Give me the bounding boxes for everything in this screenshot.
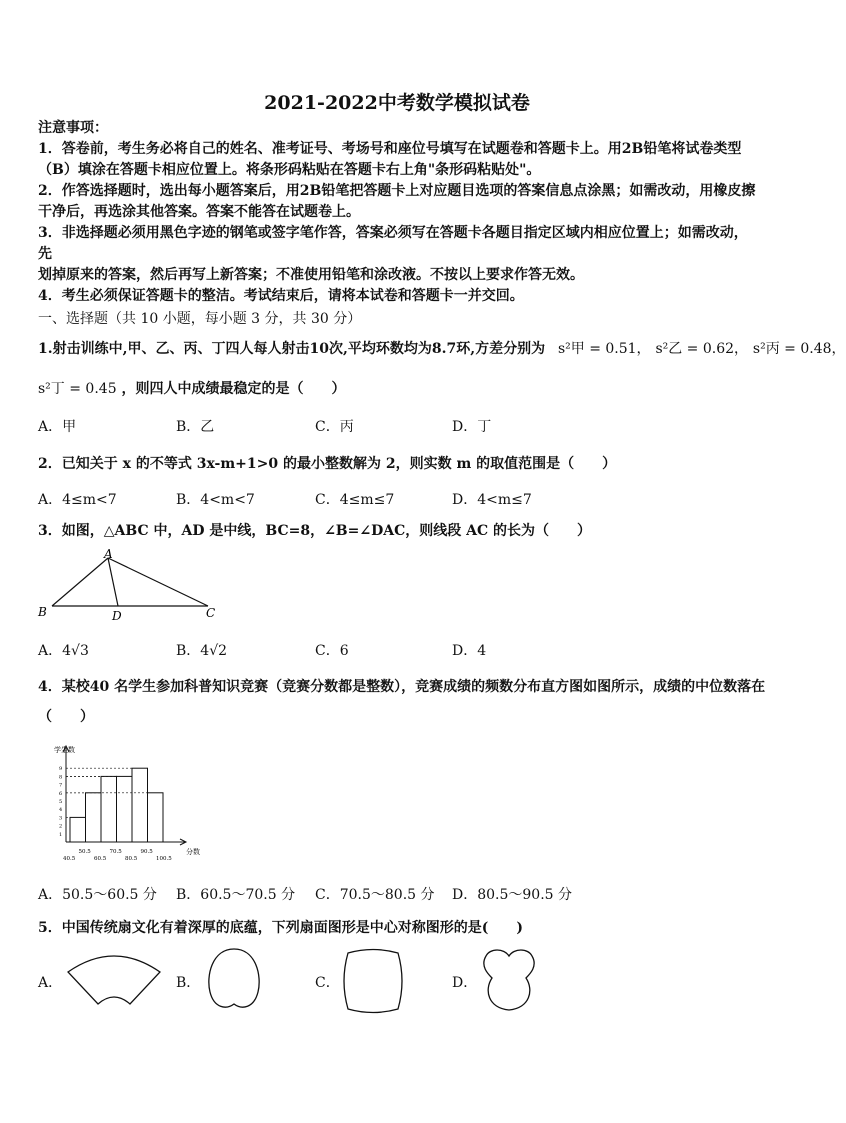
histogram-x-tick: 60.5 (94, 856, 107, 862)
option-b[interactable]: B．4√2 (176, 643, 228, 659)
section-heading: 一、选择题（共 10 小题，每小题 3 分，共 30 分） (38, 311, 362, 327)
histogram-bars (70, 768, 163, 842)
question-5: 5．中国传统扇文化有着深厚的底蕴，下列扇面图形是中心对称图形的是( ) (38, 920, 523, 936)
histogram-chart (36, 742, 216, 866)
page-title: 2021-2022中考数学模拟试卷 (264, 92, 530, 114)
side-ab (52, 558, 108, 606)
notes-line: 划掉原来的答案，然后再写上新答案；不准使用铅笔和涂改液。不按以上要求作答无效。 (38, 267, 584, 283)
option-c[interactable]: C．4≤m≤7 (315, 492, 395, 508)
question-3: 3．如图，△ABC 中，AD 是中线，BC=8，∠B=∠DAC，则线段 AC 的长为（ ） (38, 523, 591, 539)
variance-bing: s²丙 = 0.48， (752, 341, 846, 357)
histogram-x-tick: 100.5 (156, 856, 172, 862)
option-b[interactable]: B．60.5～70.5 分 (176, 887, 296, 903)
option-d[interactable]: D．4 (452, 643, 487, 659)
option-b[interactable]: B． (176, 975, 201, 991)
notes-line: 2．作答选择题时，选出每小题答案后，用2B铅笔把答题卡上对应题目选项的答案信息点涂黑；如需改动，用橡皮擦 (38, 183, 756, 199)
histogram-y-tick: 6 (59, 790, 63, 797)
histogram-y-tick: 4 (59, 807, 63, 814)
histogram-y-tick: 7 (59, 782, 63, 789)
question-1 (38, 338, 846, 358)
notes-block (38, 118, 760, 307)
histogram-x-tick: 40.5 (63, 856, 76, 862)
histogram-x-tick: 50.5 (78, 849, 91, 855)
option-a[interactable]: A．4≤m<7 (38, 492, 117, 508)
notes-line: 1．答卷前，考生务必将自己的姓名、准考证号、考场号和座位号填写在试题卷和答题卡上。用2B铅笔将试卷类型 (38, 141, 742, 157)
question-1-tail: ，则四人中成绩最稳定的是（ ） (121, 381, 346, 397)
histogram-y-tick: 1 (59, 831, 63, 838)
option-c[interactable]: C． (315, 975, 340, 991)
histogram-axes (63, 746, 186, 845)
option-d[interactable]: D． (452, 975, 478, 991)
question-2: 2．已知关于 x 的不等式 3x-m+1>0 的最小整数解为 2，则实数 m 的取值范围是（ ） (38, 456, 617, 472)
triangle-figure (32, 548, 222, 626)
variance-ding: s²丁 = 0.45 (38, 381, 117, 397)
histogram-x-ticks (63, 849, 172, 862)
histogram-guides (66, 768, 148, 817)
histogram-y-tick: 9 (59, 766, 63, 773)
histogram-y-label: 学生数 (54, 746, 75, 754)
option-c[interactable]: C．70.5～80.5 分 (315, 887, 435, 903)
variance-yi: s²乙 = 0.62， (655, 341, 749, 357)
notes-line: 4．考生必须保证答题卡的整洁。考试结束后，请将本试卷和答题卡一并交回。 (38, 288, 524, 304)
variance-jia: s²甲 = 0.51， (557, 341, 651, 357)
fan-shape-c (340, 948, 406, 1014)
fan-shape-a (64, 950, 164, 1010)
option-d[interactable]: D．80.5～90.5 分 (452, 887, 573, 903)
option-a[interactable]: A．甲 (38, 419, 77, 435)
histogram-bar (101, 776, 117, 842)
question-1-text: 1.射击训练中,甲、乙、丙、丁四人每人射击10次,平均环数均为8.7环,方差分别为 (38, 341, 546, 357)
option-a[interactable]: A．50.5～60.5 分 (38, 887, 157, 903)
side-ac (108, 558, 208, 606)
label-d: D (112, 609, 122, 623)
option-b[interactable]: B．乙 (176, 419, 215, 435)
notes-line: 3．非选择题必须用黑色字迹的钢笔或签字笔作答，答案必须写在答题卡各题目指定区域内相应位置上；如需改动，先 (38, 225, 748, 262)
question-4: 4．某校40 名学生参加科普知识竞赛（竞赛分数都是整数），竞赛成绩的频数分布直方图如图所示，成绩的中位数落在 (38, 679, 766, 695)
histogram-x-tick: 90.5 (140, 849, 153, 855)
option-d[interactable]: D．丁 (452, 419, 492, 435)
question-4-paren: （ ） (38, 709, 94, 725)
histogram-bar (132, 768, 148, 842)
histogram-x-tick: 80.5 (125, 856, 138, 862)
histogram-y-tick: 3 (59, 815, 63, 822)
notes-line: 干净后，再选涂其他答案。答案不能答在试题卷上。 (38, 204, 360, 220)
label-a: A (104, 547, 113, 561)
notes-heading: 注意事项： (38, 120, 108, 136)
histogram-bar (117, 776, 133, 842)
histogram-y-tick: 5 (59, 799, 63, 805)
histogram-x-label: 分数 (186, 848, 200, 856)
option-c[interactable]: C．6 (315, 643, 349, 659)
label-c: C (206, 606, 216, 620)
histogram-y-ticks (59, 766, 62, 838)
histogram-bar (148, 793, 164, 842)
median-ad (108, 558, 118, 606)
histogram-bar (86, 793, 102, 842)
fan-shape-d (474, 946, 544, 1016)
option-c[interactable]: C．丙 (315, 419, 354, 435)
notes-line: （B）填涂在答题卡相应位置上。将条形码粘贴在答题卡右上角"条形码粘贴处"。 (38, 162, 541, 178)
option-d[interactable]: D．4<m≤7 (452, 492, 532, 508)
histogram-bar (70, 817, 86, 842)
option-a[interactable]: A．4√3 (38, 643, 89, 659)
label-b: B (38, 605, 47, 619)
histogram-y-tick: 8 (59, 774, 63, 781)
option-b[interactable]: B．4<m<7 (176, 492, 255, 508)
histogram-x-tick: 70.5 (109, 849, 122, 855)
fan-shape-b (204, 946, 264, 1016)
question-1-line2 (38, 378, 768, 398)
option-a[interactable]: A． (38, 975, 63, 991)
histogram-y-tick: 2 (59, 823, 63, 830)
